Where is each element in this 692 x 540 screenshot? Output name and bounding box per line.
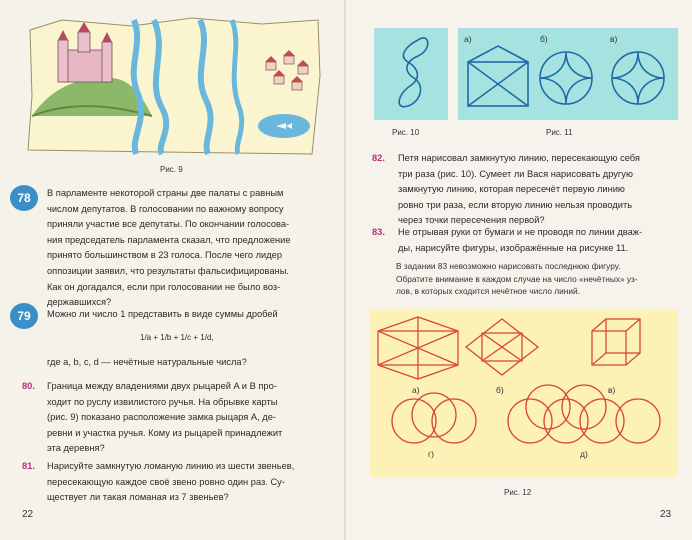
fig12-label-a: а) [412,385,420,395]
task-83-text: Не отрывая руки от бумаги и не проводя по линии дваж- ды, нарисуйте фигуры, изображённые на рисунке 11. [398,227,643,253]
task-80-text: Граница между владениями двух рыцарей A и B про- ходит по руслу извилистого ручья. На обрывке карты (рис. 9) показано расположение замка рыцаря A, де- ревни и участка ручья. Кому из рыцарей принадлежит эта деревня? [47,381,283,454]
teacher-note: В задании 83 невозможно нарисовать последнюю фигуру. Обратите внимание в каждом случае на число «нечётных» уз- лов, в которых сходится нечётное число линий. [396,261,638,296]
fig12-label-c: в) [608,385,616,395]
task-82-number: 82. [372,153,385,163]
fig11-box [458,28,678,120]
fig10-box [374,28,448,120]
fig11-figures [458,28,678,120]
page-number-left: 22 [22,509,34,520]
fig12-box [370,309,678,477]
page-number-right: 23 [660,509,672,520]
task-80-number: 80. [22,381,35,391]
task-79-number: 79 [10,303,38,329]
task-78-number: 78 [10,185,38,211]
fig12-caption: Рис. 12 [504,488,532,497]
fig12-label-e: д) [580,449,588,459]
task-81-text: Нарисуйте замкнутую ломаную линию из шести звеньев, пересекающую каждое своё звено ровно один раз. Су- ществует ли такая ломаная из 7 звеньев? [47,461,295,503]
task-79-fraction: 1/a + 1/b + 1/c + 1/d, [140,333,214,342]
fig9-map-illustration [22,16,324,156]
fig11-caption: Рис. 11 [546,128,573,137]
task-82-text: Петя нарисовал замкнутую линию, пересекающую себя три раза (рис. 10). Сумеет ли Вася нарисовать другую замкнутую линию, которая пересечёт первую линию ровно три раза, если вторую линию нельзя проводить через точки пересечения первой? [398,153,640,226]
task-83-number: 83. [372,227,385,237]
task-79-line1: Можно ли число 1 представить в виде суммы дробей [47,309,278,319]
fig9-caption: Рис. 9 [160,165,183,174]
fig12-label-d: г) [428,449,434,459]
right-page [346,0,692,540]
fig12-label-b: б) [496,385,504,395]
fig11-label-b: б) [540,34,548,44]
fig11-label-a: а) [464,34,472,44]
task-78-text: В парламенте некоторой страны две палаты с равным числом депутатов. В голосовании по важному вопросу приняли участие все депутаты. По окончании голосова- ния председатель парламента сказал, что предложение принято большинством в 23 голоса. После чего лидер оппозиции заявил, что результаты фальсифицированы. Как он догадался, если при голосовании не было воз- державшихся? [47,188,291,308]
fig11-label-c: в) [610,34,618,44]
fig10-caption: Рис. 10 [392,128,420,137]
task-81-number: 81. [22,461,35,471]
task-79-line2: где a, b, c, d — нечётные натуральные числа? [47,357,247,367]
fig10-self-crossing-curve [374,28,448,120]
